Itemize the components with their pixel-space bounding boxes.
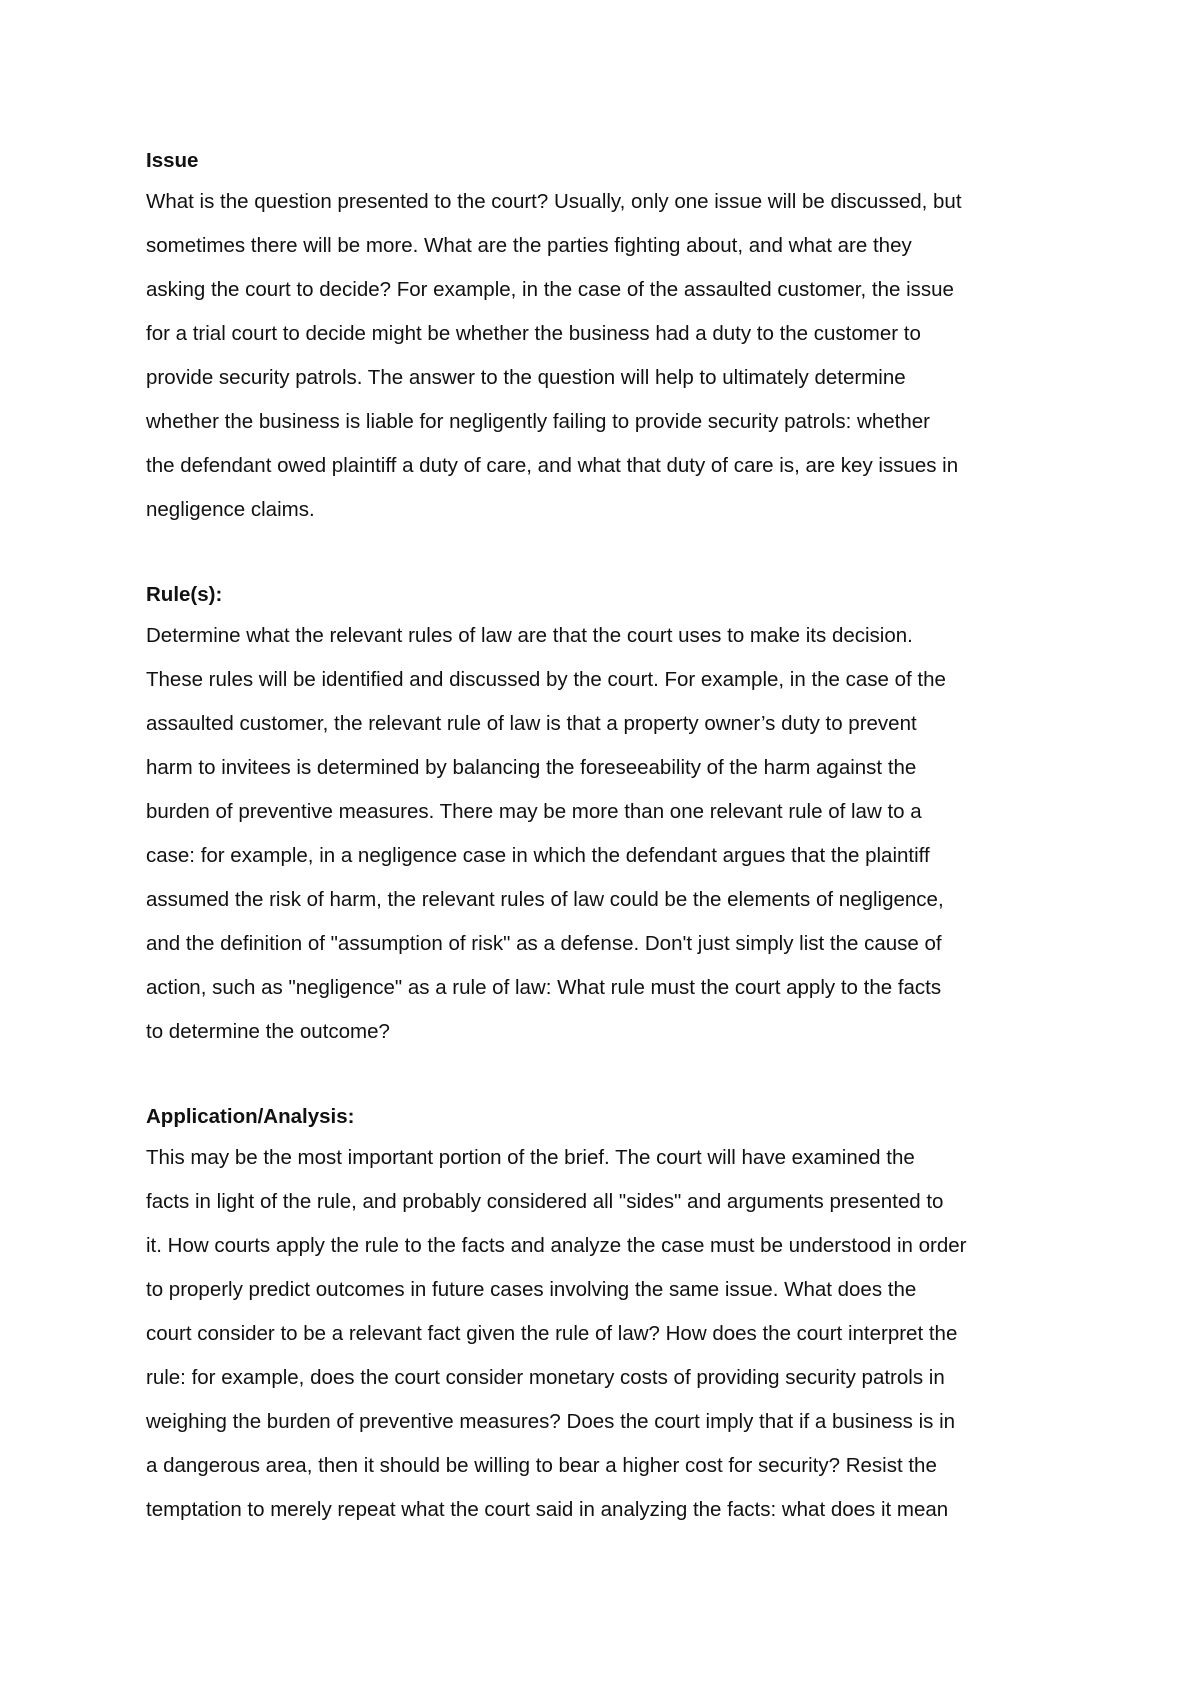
paragraph-line: harm to invitees is determined by balancing the foreseeability of the harm against the: [146, 756, 917, 779]
paragraph-line: a dangerous area, then it should be willing to bear a higher cost for security? Resist the: [146, 1454, 937, 1477]
paragraph-line: rule: for example, does the court consider monetary costs of providing security patrols in: [146, 1366, 945, 1389]
paragraph-line: asking the court to decide? For example, in the case of the assaulted customer, the issue: [146, 278, 954, 301]
paragraph-line: temptation to merely repeat what the court said in analyzing the facts: what does it mean: [146, 1498, 949, 1521]
paragraph-line: provide security patrols. The answer to the question will help to ultimately determine: [146, 366, 906, 389]
paragraph-line: for a trial court to decide might be whether the business had a duty to the customer to: [146, 322, 921, 345]
section-heading: Rule(s):: [146, 583, 223, 606]
paragraph-line: Determine what the relevant rules of law are that the court uses to make its decision.: [146, 624, 913, 647]
section-issue: [146, 142, 1066, 532]
document-body: [146, 142, 1066, 1532]
paragraph-line: it. How courts apply the rule to the facts and analyze the case must be understood in order: [146, 1234, 967, 1257]
paragraph-line: court consider to be a relevant fact given the rule of law? How does the court interpret the: [146, 1322, 958, 1345]
section-heading: Application/Analysis:: [146, 1105, 355, 1128]
paragraph-line: to determine the outcome?: [146, 1020, 390, 1043]
section-rules: [146, 576, 1066, 1054]
paragraph-line: sometimes there will be more. What are the parties fighting about, and what are they: [146, 234, 912, 257]
paragraph-line: case: for example, in a negligence case in which the defendant argues that the plaintiff: [146, 844, 930, 867]
paragraph-line: to properly predict outcomes in future cases involving the same issue. What does the: [146, 1278, 917, 1301]
paragraph-line: These rules will be identified and discussed by the court. For example, in the case of the: [146, 668, 946, 691]
paragraph-line: This may be the most important portion of the brief. The court will have examined the: [146, 1146, 915, 1169]
paragraph-line: weighing the burden of preventive measures? Does the court imply that if a business is in: [146, 1410, 956, 1433]
paragraph-line: assaulted customer, the relevant rule of law is that a property owner’s duty to prevent: [146, 712, 917, 735]
paragraph-line: action, such as "negligence" as a rule of law: What rule must the court apply to the facts: [146, 976, 942, 999]
section-heading: Issue: [146, 149, 199, 172]
paragraph-line: the defendant owed plaintiff a duty of care, and what that duty of care is, are key issues in: [146, 454, 959, 477]
paragraph-line: and the definition of "assumption of risk" as a defense. Don't just simply list the cause of: [146, 932, 942, 955]
paragraph-line: assumed the risk of harm, the relevant rules of law could be the elements of negligence,: [146, 888, 944, 911]
paragraph-line: negligence claims.: [146, 498, 315, 521]
paragraph-line: What is the question presented to the court? Usually, only one issue will be discussed, but: [146, 190, 962, 213]
paragraph-line: facts in light of the rule, and probably considered all "sides" and arguments presented to: [146, 1190, 944, 1213]
section-application-analysis: [146, 1098, 1066, 1532]
paragraph-line: burden of preventive measures. There may be more than one relevant rule of law to a: [146, 800, 922, 823]
paragraph-line: whether the business is liable for negligently failing to provide security patrols: whether: [146, 410, 930, 433]
